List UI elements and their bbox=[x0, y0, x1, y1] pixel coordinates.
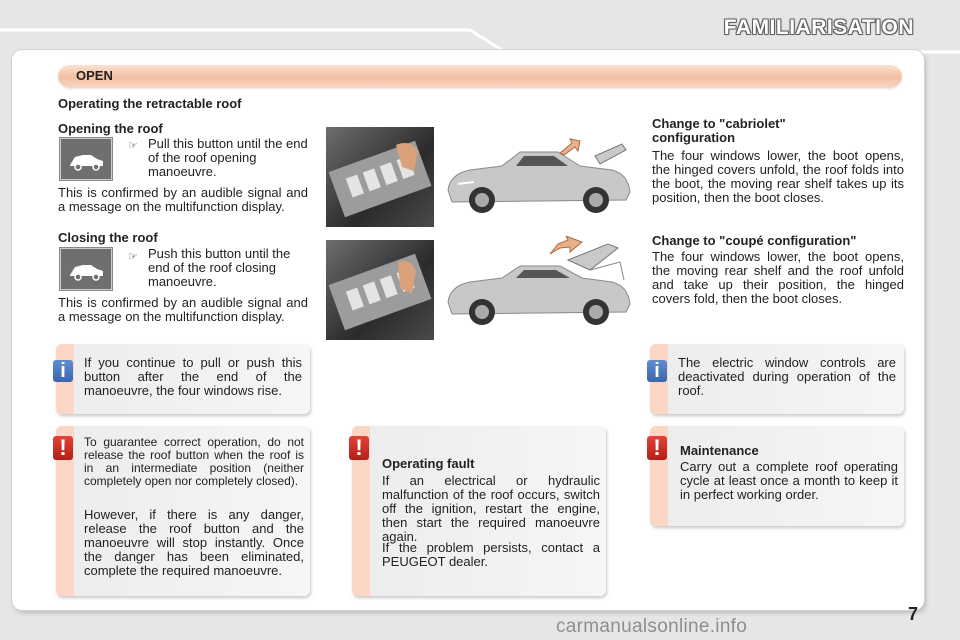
closing-confirmation: This is confirmed by an audible signal and a message on the multifunction display. bbox=[58, 295, 308, 324]
info-note-right-text: The electric window controls are deactivated during operation of the roof. bbox=[678, 355, 896, 398]
warning-icon: ! bbox=[647, 436, 667, 460]
info-note-left bbox=[56, 344, 310, 414]
opening-heading: Opening the roof bbox=[58, 121, 163, 136]
page-title: FAMILIARISATION bbox=[723, 16, 914, 39]
opening-instruction: Pull this button until the end of the roof opening manoeuvre. bbox=[148, 136, 308, 179]
section-title: Operating the retractable roof bbox=[58, 96, 242, 111]
opening-confirmation: This is confirmed by an audible signal and a message on the multifunction display. bbox=[58, 185, 308, 214]
hand-pointer-icon: ☞ bbox=[128, 251, 138, 263]
closing-heading: Closing the roof bbox=[58, 230, 158, 245]
warning-left-p1: To guarantee correct operation, do not release the roof button when the roof is in an intermediate position (neither completely open nor completely closed). bbox=[84, 435, 304, 488]
section-banner bbox=[58, 64, 902, 88]
info-icon: i bbox=[53, 360, 73, 382]
switch-panel-photo-close bbox=[326, 240, 434, 340]
coupe-text: The four windows lower, the boot opens, the moving rear shelf and the roof unfold and take up their position, the hinged covers fold, then the boot closes. bbox=[652, 249, 904, 306]
info-note-right bbox=[650, 344, 904, 414]
warning-note-right bbox=[650, 426, 904, 526]
warning-note-left bbox=[56, 426, 310, 596]
car-cabriolet-illustration bbox=[440, 130, 640, 220]
cabriolet-heading: Change to "cabriolet" configuration bbox=[652, 116, 786, 145]
page-number: 7 bbox=[907, 604, 918, 624]
info-icon: i bbox=[647, 360, 667, 382]
warning-note-middle bbox=[352, 426, 606, 596]
warning-right-heading: Maintenance bbox=[680, 443, 759, 458]
info-note-left-text: If you continue to pull or push this button after the end of the manoeuvre, the four windows rise. bbox=[84, 355, 302, 398]
arrow-icon bbox=[558, 137, 582, 157]
roof-button-icon bbox=[60, 138, 112, 180]
closing-instruction: Push this button until the end of the roof closing manoeuvre. bbox=[148, 246, 291, 289]
switch-panel-photo-open bbox=[326, 127, 434, 227]
warning-right-text: Carry out a complete roof operating cycle at least once a month to keep it in perfect working order. bbox=[680, 459, 898, 502]
hand-pointer-icon: ☞ bbox=[128, 140, 138, 152]
roof-button-icon bbox=[60, 248, 112, 290]
banner-label: OPEN bbox=[76, 68, 113, 83]
car-coupe-illustration bbox=[440, 240, 640, 330]
arrow-icon bbox=[548, 236, 584, 258]
watermark: carmanualsonline.info bbox=[556, 616, 748, 637]
cabriolet-text: The four windows lower, the boot opens, the hinged covers unfold, the roof folds into the boot, the moving rear shelf takes up its position, then the boot closes. bbox=[652, 148, 904, 205]
warning-icon: ! bbox=[349, 436, 369, 460]
warning-mid-p1: If an electrical or hydraulic malfunction of the roof occurs, switch off the ignition, restart the engine, then start the required manoeuvre again. bbox=[382, 473, 600, 544]
warning-mid-heading: Operating fault bbox=[382, 456, 475, 471]
warning-left-p2: However, if there is any danger, release the roof button and the manoeuvre will stop instantly. Once the danger has been eliminated, complete the required manoeuvre. bbox=[84, 507, 304, 578]
coupe-heading: Change to "coupé configuration" bbox=[652, 233, 857, 248]
warning-icon: ! bbox=[53, 436, 73, 460]
warning-mid-p2: If the problem persists, contact a PEUGEOT dealer. bbox=[382, 540, 600, 569]
